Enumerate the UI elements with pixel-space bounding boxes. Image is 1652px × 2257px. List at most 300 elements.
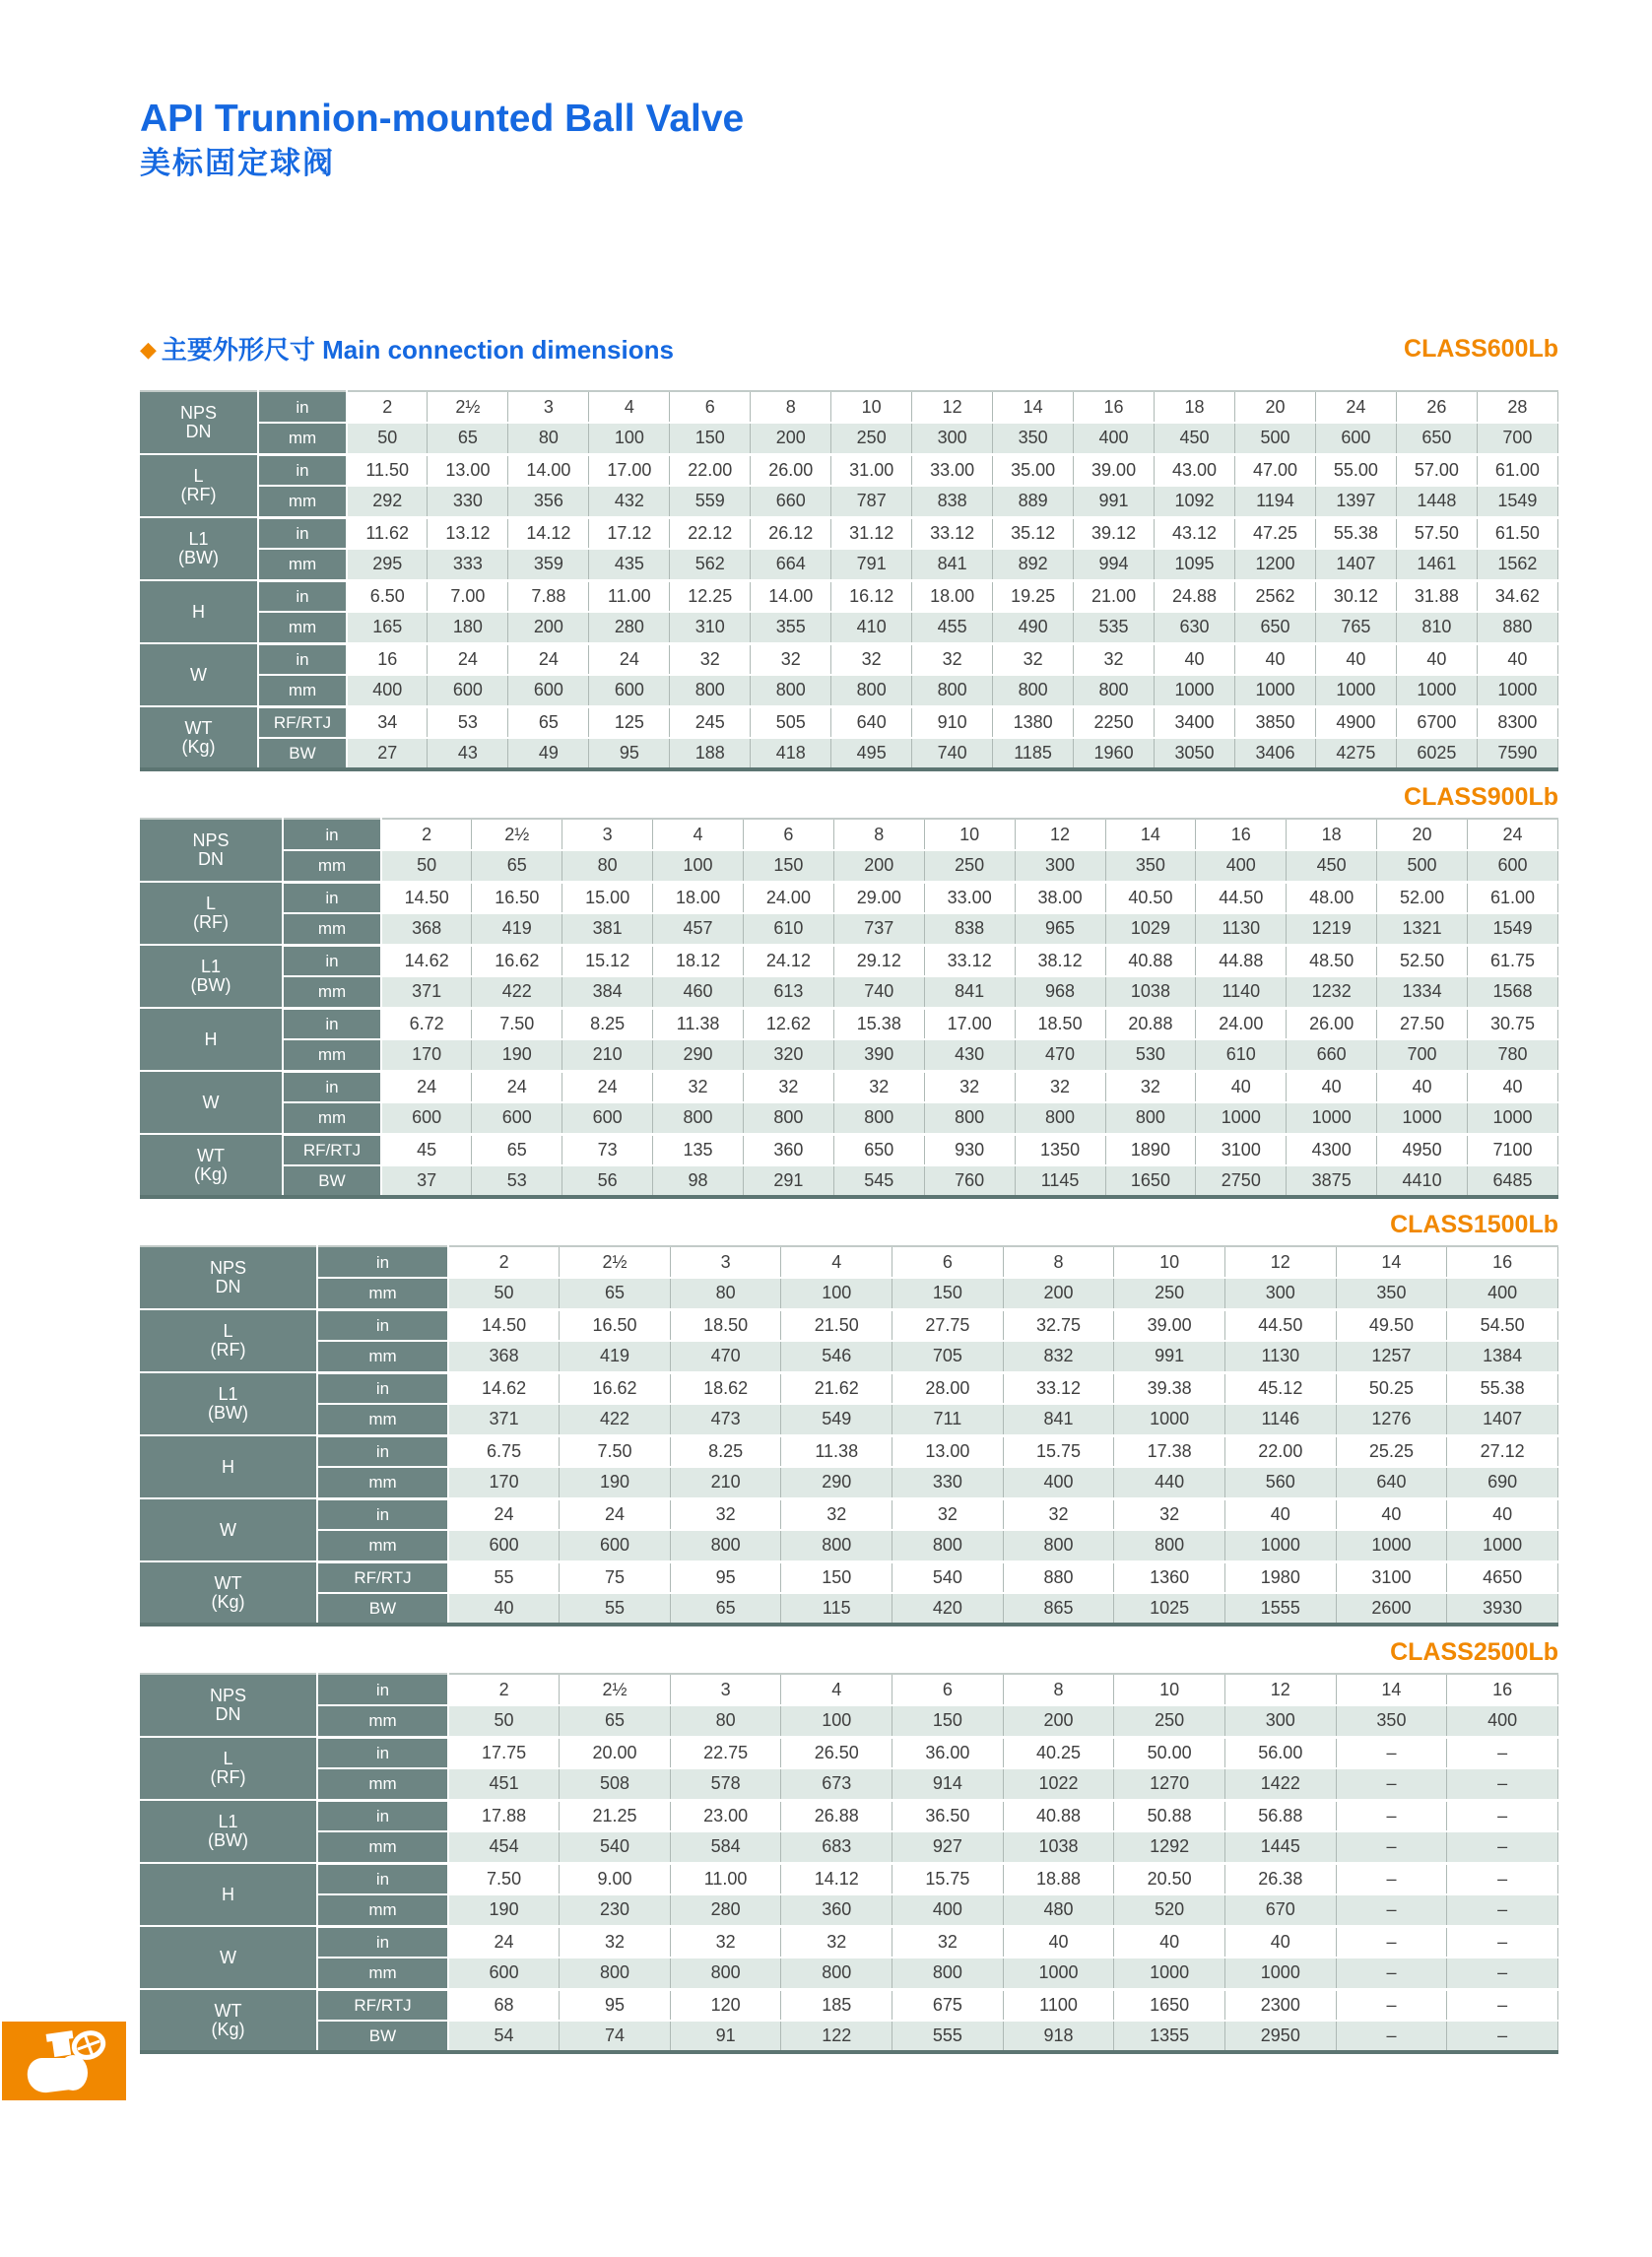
value-cell: 18.00: [653, 882, 744, 913]
value-cell: 1650: [1105, 1165, 1196, 1197]
value-cell: 17.00: [924, 1008, 1015, 1039]
value-cell: 4900: [1315, 706, 1396, 738]
value-cell: 991: [1114, 1341, 1225, 1372]
unit-label: in: [283, 1071, 381, 1102]
value-cell: 34: [347, 706, 428, 738]
value-cell: 630: [1155, 612, 1235, 643]
unit-label: RF/RTJ: [317, 1561, 448, 1593]
value-cell: 200: [508, 612, 589, 643]
value-cell: 578: [670, 1768, 781, 1800]
value-cell: 32: [912, 643, 993, 675]
value-cell: 24: [381, 1071, 472, 1102]
value-cell: 32: [781, 1926, 892, 1958]
value-cell: 16: [1074, 391, 1155, 423]
value-cell: 1232: [1287, 976, 1377, 1008]
value-cell: 31.12: [831, 517, 912, 549]
value-cell: 600: [448, 1958, 560, 1989]
value-cell: 73: [562, 1134, 653, 1165]
value-cell: 3400: [1155, 706, 1235, 738]
value-cell: 61.75: [1468, 945, 1558, 976]
row-label: NPS DN: [140, 1246, 317, 1309]
value-cell: 37: [381, 1165, 472, 1197]
unit-label: in: [258, 517, 347, 549]
value-cell: 12: [912, 391, 993, 423]
value-cell: 24: [1468, 819, 1558, 850]
value-cell: 500: [1234, 423, 1315, 454]
value-cell: 15.75: [1003, 1435, 1114, 1467]
class-label-row: [140, 1211, 1558, 1238]
value-cell: 650: [1396, 423, 1477, 454]
value-cell: 4: [781, 1674, 892, 1705]
value-cell: 80: [562, 850, 653, 882]
unit-label: in: [283, 1008, 381, 1039]
table-row: [140, 913, 1558, 945]
value-cell: 54.50: [1447, 1309, 1558, 1341]
value-cell: 27.50: [1377, 1008, 1468, 1039]
value-cell: 188: [670, 738, 751, 769]
value-cell: 2562: [1234, 580, 1315, 612]
value-cell: 559: [670, 486, 751, 517]
value-cell: 6.75: [448, 1435, 560, 1467]
value-cell: 2250: [1074, 706, 1155, 738]
value-cell: 613: [744, 976, 834, 1008]
table-row: [140, 1926, 1558, 1958]
value-cell: 200: [833, 850, 924, 882]
value-cell: 50: [448, 1705, 560, 1737]
value-cell: 14.00: [508, 454, 589, 486]
row-label: L1 (BW): [140, 1372, 317, 1435]
value-cell: 20: [1377, 819, 1468, 850]
value-cell: 1000: [1114, 1958, 1225, 1989]
value-cell: 17.88: [448, 1800, 560, 1831]
value-cell: 610: [1196, 1039, 1287, 1071]
table-row: [140, 391, 1558, 423]
value-cell: 400: [892, 1894, 1004, 1926]
value-cell: 47.00: [1234, 454, 1315, 486]
value-cell: 50.25: [1336, 1372, 1447, 1404]
value-cell: 3100: [1336, 1561, 1447, 1593]
value-cell: 18.12: [653, 945, 744, 976]
table-row: [140, 1404, 1558, 1435]
value-cell: 2½: [472, 819, 562, 850]
value-cell: 280: [670, 1894, 781, 1926]
value-cell: 650: [833, 1134, 924, 1165]
row-label: WT (Kg): [140, 1561, 317, 1625]
unit-label: RF/RTJ: [317, 1989, 448, 2021]
value-cell: 55.38: [1315, 517, 1396, 549]
unit-label: RF/RTJ: [258, 706, 347, 738]
value-cell: 290: [781, 1467, 892, 1498]
value-cell: 40.25: [1003, 1737, 1114, 1768]
value-cell: 22.75: [670, 1737, 781, 1768]
value-cell: 7.00: [428, 580, 508, 612]
value-cell: 53: [472, 1165, 562, 1197]
table-row: [140, 1071, 1558, 1102]
value-cell: 3050: [1155, 738, 1235, 769]
value-cell: –: [1336, 1926, 1447, 1958]
value-cell: 841: [924, 976, 1015, 1008]
value-cell: 36.50: [892, 1800, 1004, 1831]
value-cell: 12.25: [670, 580, 751, 612]
dimension-table: [140, 390, 1558, 771]
value-cell: 200: [1003, 1705, 1114, 1737]
unit-label: in: [317, 1372, 448, 1404]
unit-label: in: [317, 1309, 448, 1341]
table-row: [140, 486, 1558, 517]
value-cell: 30.75: [1468, 1008, 1558, 1039]
value-cell: 150: [670, 423, 751, 454]
table-row: [140, 706, 1558, 738]
row-label: H: [140, 1435, 317, 1498]
value-cell: 24: [589, 643, 670, 675]
value-cell: 360: [781, 1894, 892, 1926]
value-cell: 2: [448, 1246, 560, 1278]
unit-label: in: [317, 1435, 448, 1467]
value-cell: 530: [1105, 1039, 1196, 1071]
value-cell: 32.75: [1003, 1309, 1114, 1341]
value-cell: –: [1447, 1737, 1558, 1768]
value-cell: 16.62: [472, 945, 562, 976]
value-cell: 40: [1224, 1926, 1336, 1958]
value-cell: 26.00: [1287, 1008, 1377, 1039]
value-cell: 39.00: [1114, 1309, 1225, 1341]
value-cell: 4: [589, 391, 670, 423]
value-cell: 1092: [1155, 486, 1235, 517]
value-cell: 350: [1336, 1278, 1447, 1309]
value-cell: 61.50: [1477, 517, 1557, 549]
table-row: [140, 945, 1558, 976]
value-cell: 65: [560, 1705, 671, 1737]
table-row: [140, 1863, 1558, 1894]
value-cell: 40: [1287, 1071, 1377, 1102]
value-cell: 80: [508, 423, 589, 454]
value-cell: 150: [781, 1561, 892, 1593]
value-cell: 381: [562, 913, 653, 945]
value-cell: 33.12: [912, 517, 993, 549]
value-cell: 27: [347, 738, 428, 769]
value-cell: 690: [1447, 1467, 1558, 1498]
value-cell: 50.00: [1114, 1737, 1225, 1768]
value-cell: 1146: [1224, 1404, 1336, 1435]
value-cell: 800: [892, 1958, 1004, 1989]
value-cell: 300: [1224, 1278, 1336, 1309]
value-cell: 787: [831, 486, 912, 517]
value-cell: 48.50: [1287, 945, 1377, 976]
row-label: W: [140, 643, 258, 706]
value-cell: 490: [993, 612, 1074, 643]
value-cell: 16: [1196, 819, 1287, 850]
value-cell: –: [1336, 2021, 1447, 2052]
value-cell: 400: [1003, 1467, 1114, 1498]
unit-label: in: [258, 643, 347, 675]
value-cell: 55: [560, 1593, 671, 1625]
value-cell: 3: [508, 391, 589, 423]
value-cell: 29.00: [833, 882, 924, 913]
table-class900lb: [140, 818, 1558, 1199]
value-cell: 11.38: [653, 1008, 744, 1039]
value-cell: 3930: [1447, 1593, 1558, 1625]
value-cell: 400: [1196, 850, 1287, 882]
value-cell: 39.00: [1074, 454, 1155, 486]
dimension-table: [140, 1673, 1558, 2054]
value-cell: 20.50: [1114, 1863, 1225, 1894]
value-cell: 21.50: [781, 1309, 892, 1341]
value-cell: 35.12: [993, 517, 1074, 549]
row-label: L (RF): [140, 1737, 317, 1800]
value-cell: 664: [751, 549, 831, 580]
value-cell: 48.00: [1287, 882, 1377, 913]
table-row: [140, 850, 1558, 882]
value-cell: 1422: [1224, 1768, 1336, 1800]
value-cell: 61.00: [1468, 882, 1558, 913]
value-cell: 8: [751, 391, 831, 423]
value-cell: 95: [560, 1989, 671, 2021]
value-cell: 1194: [1234, 486, 1315, 517]
table-row: [140, 517, 1558, 549]
value-cell: 535: [1074, 612, 1155, 643]
value-cell: 52.50: [1377, 945, 1468, 976]
table-row: [140, 675, 1558, 706]
value-cell: 210: [562, 1039, 653, 1071]
value-cell: 24: [560, 1498, 671, 1530]
value-cell: 14.00: [751, 580, 831, 612]
row-label: WT (Kg): [140, 706, 258, 769]
unit-label: mm: [317, 1705, 448, 1737]
value-cell: 892: [993, 549, 1074, 580]
row-label: L (RF): [140, 1309, 317, 1372]
value-cell: 991: [1074, 486, 1155, 517]
value-cell: 1145: [1015, 1165, 1105, 1197]
value-cell: 24.88: [1155, 580, 1235, 612]
value-cell: 250: [924, 850, 1015, 882]
value-cell: 13.00: [892, 1435, 1004, 1467]
value-cell: 32: [670, 643, 751, 675]
value-cell: 32: [831, 643, 912, 675]
value-cell: 185: [781, 1989, 892, 2021]
value-cell: 1360: [1114, 1561, 1225, 1593]
value-cell: 39.12: [1074, 517, 1155, 549]
value-cell: 24: [448, 1498, 560, 1530]
value-cell: 14.50: [448, 1309, 560, 1341]
value-cell: 1095: [1155, 549, 1235, 580]
ball-valve-logo: [2, 2022, 126, 2100]
value-cell: 600: [560, 1530, 671, 1561]
unit-label: mm: [283, 1102, 381, 1134]
value-cell: 150: [892, 1278, 1004, 1309]
value-cell: 540: [892, 1561, 1004, 1593]
value-cell: 19.25: [993, 580, 1074, 612]
value-cell: 32: [1003, 1498, 1114, 1530]
value-cell: 32: [670, 1926, 781, 1958]
value-cell: 12.62: [744, 1008, 834, 1039]
unit-label: mm: [317, 1341, 448, 1372]
value-cell: –: [1336, 1768, 1447, 1800]
value-cell: 11.62: [347, 517, 428, 549]
value-cell: 50: [347, 423, 428, 454]
value-cell: 1000: [1468, 1102, 1558, 1134]
value-cell: 50: [381, 850, 472, 882]
value-cell: 11.38: [781, 1435, 892, 1467]
value-cell: 400: [347, 675, 428, 706]
value-cell: 32: [1015, 1071, 1105, 1102]
table-row: [140, 1039, 1558, 1071]
value-cell: 545: [833, 1165, 924, 1197]
value-cell: 27.12: [1447, 1435, 1558, 1467]
unit-label: mm: [317, 1278, 448, 1309]
dimension-table: [140, 1245, 1558, 1626]
table-row: [140, 1593, 1558, 1625]
value-cell: 50.88: [1114, 1800, 1225, 1831]
class-label-600lb: CLASS600Lb: [1404, 335, 1558, 363]
table-row: [140, 1705, 1558, 1737]
value-cell: 800: [670, 675, 751, 706]
value-cell: 91: [670, 2021, 781, 2052]
value-cell: 32: [892, 1926, 1004, 1958]
value-cell: 470: [670, 1341, 781, 1372]
value-cell: 15.00: [562, 882, 653, 913]
value-cell: 32: [1074, 643, 1155, 675]
value-cell: –: [1447, 1800, 1558, 1831]
value-cell: 32: [833, 1071, 924, 1102]
value-cell: 800: [924, 1102, 1015, 1134]
value-cell: 562: [670, 549, 751, 580]
value-cell: 26.38: [1224, 1863, 1336, 1894]
table-row: [140, 643, 1558, 675]
value-cell: 150: [892, 1705, 1004, 1737]
value-cell: 359: [508, 549, 589, 580]
value-cell: 4410: [1377, 1165, 1468, 1197]
value-cell: 800: [670, 1530, 781, 1561]
value-cell: 500: [1377, 850, 1468, 882]
value-cell: 400: [1074, 423, 1155, 454]
section-heading: [140, 335, 674, 365]
row-label: W: [140, 1926, 317, 1989]
value-cell: 32: [892, 1498, 1004, 1530]
value-cell: 330: [892, 1467, 1004, 1498]
value-cell: 600: [448, 1530, 560, 1561]
value-cell: 33.00: [924, 882, 1015, 913]
value-cell: 473: [670, 1404, 781, 1435]
value-cell: 25.25: [1336, 1435, 1447, 1467]
value-cell: 100: [653, 850, 744, 882]
value-cell: 24.00: [744, 882, 834, 913]
value-cell: 28: [1477, 391, 1557, 423]
value-cell: 600: [428, 675, 508, 706]
value-cell: 26.88: [781, 1800, 892, 1831]
value-cell: 39.38: [1114, 1372, 1225, 1404]
value-cell: 40: [1468, 1071, 1558, 1102]
unit-label: in: [317, 1800, 448, 1831]
value-cell: 250: [1114, 1705, 1225, 1737]
value-cell: 832: [1003, 1341, 1114, 1372]
value-cell: 33.12: [1003, 1372, 1114, 1404]
value-cell: 430: [924, 1039, 1015, 1071]
value-cell: 16.12: [831, 580, 912, 612]
value-cell: 800: [892, 1530, 1004, 1561]
value-cell: 1025: [1114, 1593, 1225, 1625]
value-cell: 16: [1447, 1674, 1558, 1705]
value-cell: 74: [560, 2021, 671, 2052]
value-cell: 2: [347, 391, 428, 423]
class-label-2500lb: CLASS2500Lb: [1390, 1638, 1558, 1666]
row-label: L1 (BW): [140, 1800, 317, 1863]
value-cell: 1038: [1003, 1831, 1114, 1863]
value-cell: –: [1447, 1768, 1558, 1800]
value-cell: 410: [831, 612, 912, 643]
value-cell: 546: [781, 1341, 892, 1372]
table-class600lb: [140, 390, 1558, 771]
value-cell: 291: [744, 1165, 834, 1197]
value-cell: 600: [589, 675, 670, 706]
value-cell: 1980: [1224, 1561, 1336, 1593]
unit-label: mm: [317, 1467, 448, 1498]
value-cell: 57.00: [1396, 454, 1477, 486]
value-cell: 1000: [1287, 1102, 1377, 1134]
value-cell: 737: [833, 913, 924, 945]
table-row: [140, 1165, 1558, 1197]
value-cell: 451: [448, 1768, 560, 1800]
value-cell: 3100: [1196, 1134, 1287, 1165]
value-cell: 32: [744, 1071, 834, 1102]
value-cell: –: [1336, 1737, 1447, 1768]
value-cell: 800: [1105, 1102, 1196, 1134]
value-cell: 65: [472, 850, 562, 882]
value-cell: 1890: [1105, 1134, 1196, 1165]
unit-label: mm: [258, 549, 347, 580]
row-label: H: [140, 580, 258, 643]
value-cell: 32: [781, 1498, 892, 1530]
value-cell: 31.00: [831, 454, 912, 486]
value-cell: 18.88: [1003, 1863, 1114, 1894]
value-cell: 495: [831, 738, 912, 769]
unit-label: RF/RTJ: [283, 1134, 381, 1165]
value-cell: 1549: [1477, 486, 1557, 517]
value-cell: 17.75: [448, 1737, 560, 1768]
value-cell: 50: [448, 1278, 560, 1309]
value-cell: 29.12: [833, 945, 924, 976]
value-cell: 22.00: [1224, 1435, 1336, 1467]
value-cell: –: [1336, 1800, 1447, 1831]
value-cell: 384: [562, 976, 653, 1008]
value-cell: 40: [1447, 1498, 1558, 1530]
value-cell: 800: [670, 1958, 781, 1989]
value-cell: 16.50: [560, 1309, 671, 1341]
value-cell: 350: [1336, 1705, 1447, 1737]
unit-label: mm: [283, 976, 381, 1008]
value-cell: 800: [1015, 1102, 1105, 1134]
unit-label: in: [258, 580, 347, 612]
row-label: NPS DN: [140, 819, 283, 882]
value-cell: 2½: [428, 391, 508, 423]
value-cell: 14: [1336, 1674, 1447, 1705]
row-label: H: [140, 1863, 317, 1926]
value-cell: 16: [347, 643, 428, 675]
unit-label: mm: [258, 612, 347, 643]
value-cell: 330: [428, 486, 508, 517]
table-row: [140, 976, 1558, 1008]
value-cell: 670: [1224, 1894, 1336, 1926]
table-row: [140, 1134, 1558, 1165]
value-cell: 24.00: [1196, 1008, 1287, 1039]
value-cell: 1461: [1396, 549, 1477, 580]
value-cell: 43.00: [1155, 454, 1235, 486]
value-cell: 640: [831, 706, 912, 738]
value-cell: –: [1447, 2021, 1558, 2052]
unit-label: in: [317, 1674, 448, 1705]
table-row: [140, 454, 1558, 486]
value-cell: 965: [1015, 913, 1105, 945]
value-cell: 8.25: [562, 1008, 653, 1039]
